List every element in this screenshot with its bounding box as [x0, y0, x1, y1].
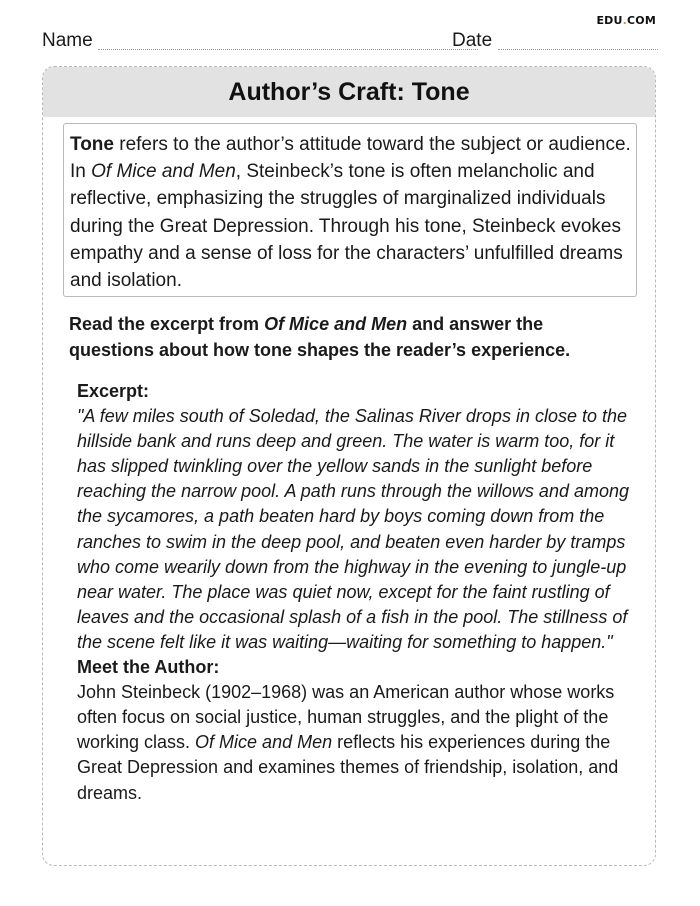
page-title: Author’s Craft: Tone	[43, 67, 655, 117]
book-title: Of Mice and Men	[264, 314, 408, 334]
name-date-row	[42, 30, 658, 52]
instruction-text: Read the excerpt from Of Mice and Men and answer the questions about how tone shapes the reader’s experience.	[69, 314, 571, 360]
date-field[interactable]	[498, 49, 658, 50]
author-heading: Meet the Author:	[77, 657, 220, 678]
excerpt-heading: Excerpt:	[77, 381, 150, 401]
tone-definition-box: Tone refers to the author’s attitude toward the subject or audience. In Of Mice and Men, Steinbeck’s tone is often melancholic and reflective, emphasizing the struggles of marginalized individuals during the Great Depression. Through his tone, Steinbeck evokes empathy and a sense of loss for the characters’ unfulfilled dreams and isolation.	[63, 123, 637, 297]
book-title: Of Mice and Men	[195, 732, 333, 753]
book-title: Of Mice and Men	[91, 161, 236, 183]
excerpt-section	[77, 379, 637, 806]
excerpt-quote: "A few miles south of Soledad, the Salinas River drops in close to the hillside bank and runs deep and green. The water is warm too, for it has slipped twinkling over the yellow sands in the sunlight before reaching the narrow pool. A path runs through the willows and among the sycamores, a path beaten hard by boys coming down from the ranches to swim in the deep pool, and beaten even harder by tramps who come wearily down from the highway in the evening to jungle-up near water. The place was quiet now, except for the faint rustling of leaves and the occasional splash of a fish in the pool. The stillness of the scene felt like it was waiting—waiting for something to happen."	[77, 406, 629, 652]
worksheet-card	[42, 66, 656, 866]
tone-term: Tone	[70, 134, 114, 155]
name-field[interactable]	[98, 49, 478, 50]
author-bio: John Steinbeck (1902–1968) was an American author whose works often focus on social justice, human struggles, and the plight of the working class. Of Mice and Men reflects his experiences during the Great Depression and examines themes of friendship, isolation, and dreams.	[77, 682, 619, 803]
author-section	[77, 655, 637, 806]
name-label: Name	[42, 30, 93, 51]
edu-com-logo: EDU.COM	[596, 14, 656, 27]
date-label: Date	[452, 30, 493, 51]
